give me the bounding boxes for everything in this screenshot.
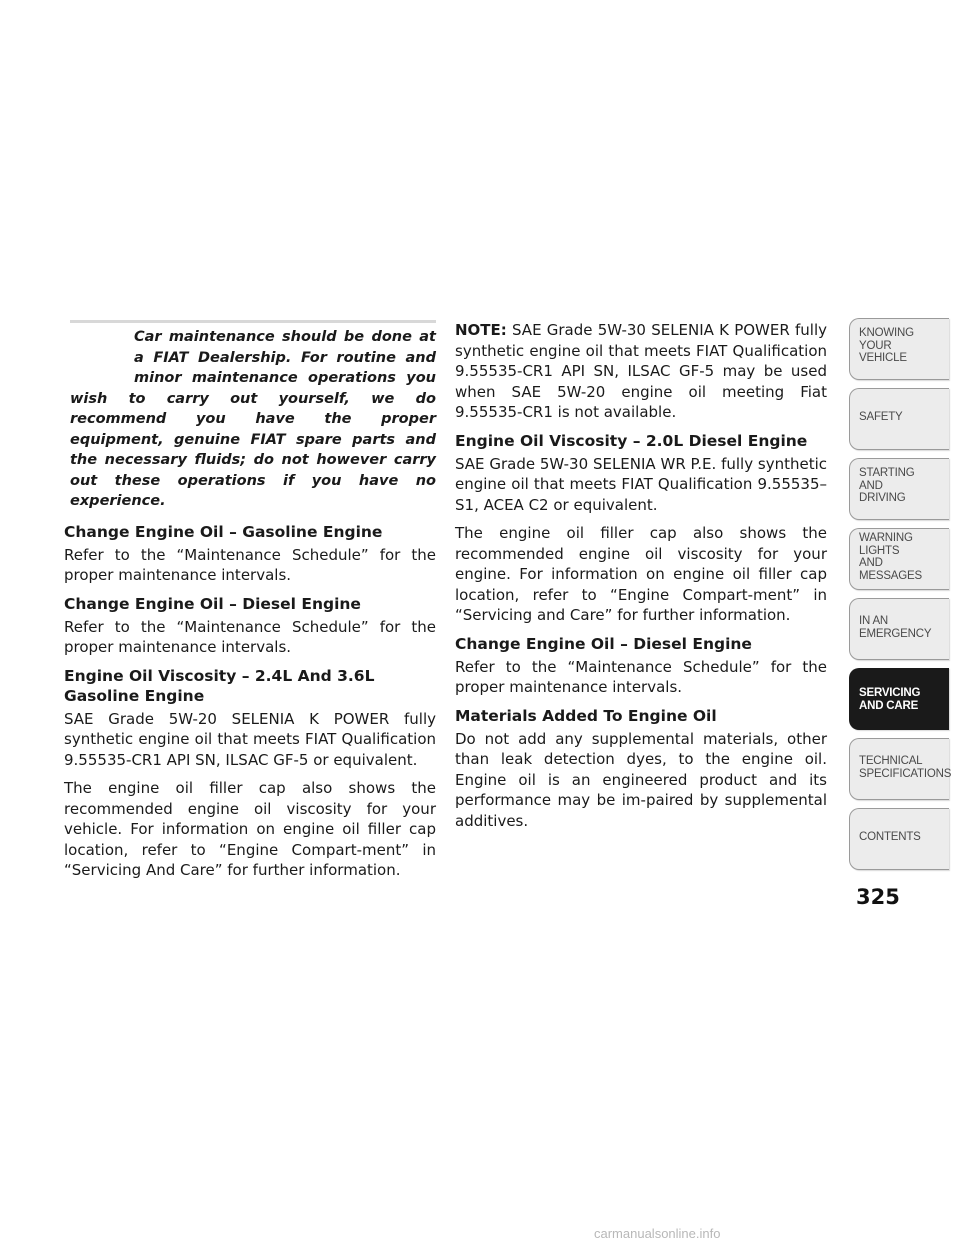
tab-servicing-and-care[interactable]: SERVICING AND CARE [849, 668, 949, 730]
paragraph: Do not add any supplemental materials, other than leak detection dyes, to the engine oil. Engine oil is an engineered product and its performance may be im-paired by supplemental additives. [455, 729, 827, 830]
tab-technical-specifications[interactable]: TECHNICAL SPECIFICATIONS [849, 738, 949, 800]
heading-oil-viscosity-gasoline: Engine Oil Viscosity – 2.4L And 3.6L Gasoline Engine [64, 666, 375, 705]
caution-text: Car maintenance should be done at a FIAT Dealership. For routine and minor maintenance operations you wish to carry out yourself, we do recommend you have the proper equipment, genuine FIAT spare parts and the necessary fluids; do not however carry out these operations if you have no experience. [70, 329, 436, 509]
heading-change-oil-gasoline: Change Engine Oil – Gasoline Engine [64, 522, 383, 541]
page-number: 325 [856, 885, 900, 909]
left-column [64, 320, 436, 889]
heading-change-oil-diesel: Change Engine Oil – Diesel Engine [455, 634, 752, 653]
right-column [455, 320, 827, 839]
paragraph: SAE Grade 5W-20 SELENIA K POWER fully synthetic engine oil that meets FIAT Qualification 9.55535-CR1 API SN, ILSAC GF-5 or equivalent. [64, 709, 436, 769]
note-label: NOTE: [455, 321, 507, 339]
heading-materials-added: Materials Added To Engine Oil [455, 706, 717, 725]
caution-box [70, 320, 436, 512]
paragraph: Refer to the “Maintenance Schedule” for the proper maintenance intervals. [455, 657, 827, 696]
tab-starting-and-driving[interactable]: STARTING AND DRIVING [849, 458, 949, 520]
watermark: carmanualsonline.info [594, 1226, 721, 1241]
tab-safety[interactable]: SAFETY [849, 388, 949, 450]
tab-knowing-your-vehicle[interactable]: KNOWING YOUR VEHICLE [849, 318, 949, 380]
tab-contents[interactable]: CONTENTS [849, 808, 949, 870]
heading-oil-viscosity-diesel: Engine Oil Viscosity – 2.0L Diesel Engine [455, 431, 808, 450]
chapter-tabs [849, 318, 952, 878]
paragraph: The engine oil filler cap also shows the recommended engine oil viscosity for your vehicle. For information on engine oil filler cap location, refer to “Engine Compart-ment” in “Servicing And Care” for further information. [64, 779, 436, 879]
tab-warning-lights-and-messages[interactable]: WARNING LIGHTS AND MESSAGES [849, 528, 949, 590]
note-paragraph [455, 320, 827, 423]
heading-change-oil-diesel: Change Engine Oil – Diesel Engine [64, 594, 361, 613]
paragraph: SAE Grade 5W-30 SELENIA WR P.E. fully synthetic engine oil that meets FIAT Qualification 9.55535–S1, ACEA C2 or equivalent. [455, 454, 827, 514]
warning-triangle-icon [70, 327, 128, 385]
note-text: SAE Grade 5W-30 SELENIA K POWER fully synthetic engine oil that meets FIAT Qualification 9.55535-CR1 API SN, ILSAC GF-5 may be used when SAE 5W-20 engine oil meeting Fiat 9.55535-CR1 is not available. [455, 321, 827, 421]
paragraph: Refer to the “Maintenance Schedule” for the proper maintenance intervals. [64, 617, 436, 656]
paragraph: The engine oil filler cap also shows the recommended engine oil viscosity for your engine. For information on engine oil filler cap location, refer to “Engine Compart-ment” in “Servicing and Care” for further information. [455, 524, 827, 624]
tab-in-an-emergency[interactable]: IN AN EMERGENCY [849, 598, 949, 660]
paragraph: Refer to the “Maintenance Schedule” for the proper maintenance intervals. [64, 545, 436, 584]
